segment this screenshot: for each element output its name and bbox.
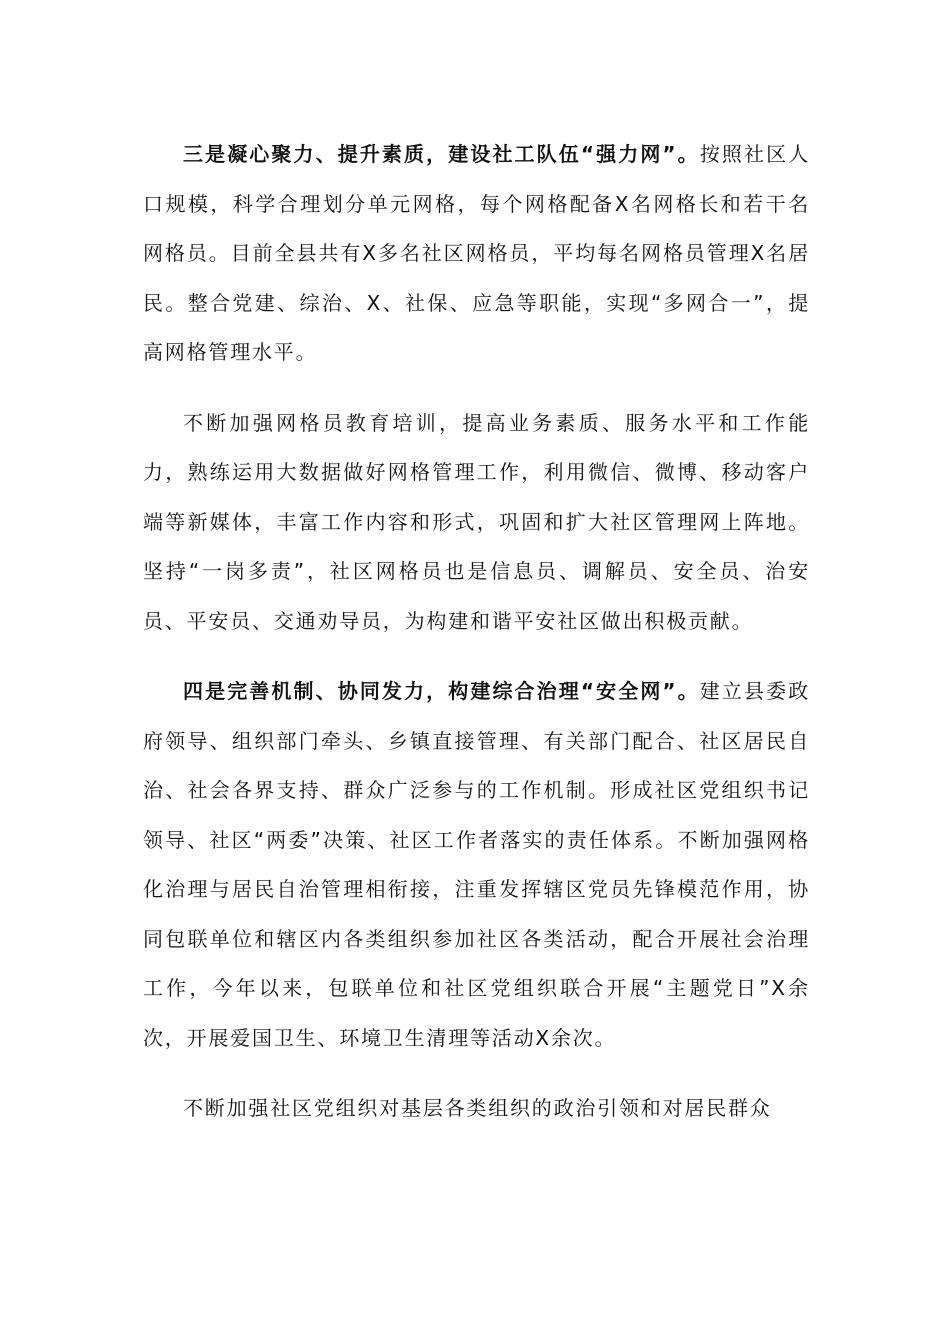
paragraph-text: 按照社区人口规模，科学合理划分单元网格，每个网格配备X名网格长和若干名网格员。目前全县共有X多名社区网格员，平均每名网格员管理X名居民。整合党建、综治、X、社保、应急等职能，实现“多网合一”，提高网格管理水平。: [143, 142, 810, 364]
paragraph-section-three: [143, 130, 810, 378]
paragraph-training: [143, 399, 810, 647]
paragraph-political-guidance: [143, 1084, 810, 1134]
section-heading-three: 三是凝心聚力、提升素质，建设社工队伍“强力网”。: [183, 142, 700, 166]
paragraph-text: 不断加强社区党组织对基层各类组织的政治引领和对居民群众: [183, 1096, 772, 1120]
section-heading-four: 四是完善机制、协同发力，构建综合治理“安全网”。: [183, 679, 700, 703]
paragraph-text: 建立县委政府领导、组织部门牵头、乡镇直接管理、有关部门配合、社区居民自治、社会各界支持、群众广泛参与的工作机制。形成社区党组织书记领导、社区“两委”决策、社区工作者落实的责任体系。不断加强网格化治理与居民自治管理相衔接，注重发挥辖区党员先锋模范作用，协同包联单位和辖区内各类组织参加社区各类活动，配合开展社会治理工作，今年以来，包联单位和社区党组织联合开展“主题党日”X余次，开展爱国卫生、环境卫生清理等活动X余次。: [143, 679, 810, 1050]
paragraph-text: 不断加强网格员教育培训，提高业务素质、服务水平和工作能力，熟练运用大数据做好网格管理工作，利用微信、微博、移动客户端等新媒体，丰富工作内容和形式，巩固和扩大社区管理网上阵地。坚持“一岗多责”，社区网格员也是信息员、调解员、安全员、治安员、平安员、交通劝导员，为构建和谐平安社区做出积极贡献。: [143, 410, 810, 633]
document-body: [143, 130, 810, 1134]
paragraph-section-four: [143, 667, 810, 1063]
